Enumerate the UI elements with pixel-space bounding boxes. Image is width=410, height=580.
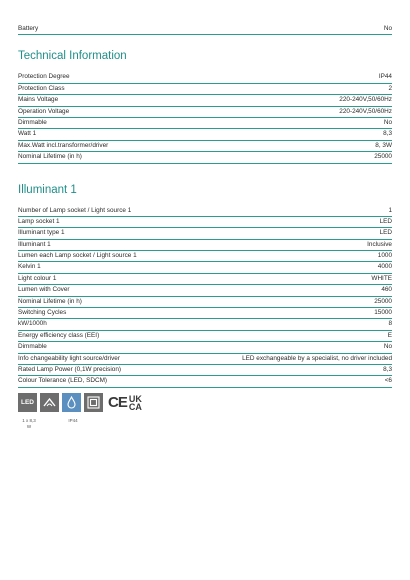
row-value: IP44 (378, 73, 392, 81)
spec-row (18, 118, 392, 129)
row-value: 8,3 (383, 130, 392, 138)
ip-caption: IP44 (68, 418, 78, 423)
row-key: Rated Lamp Power (0,1W precision) (18, 365, 122, 373)
row-value: 2 (388, 84, 392, 92)
row-key: kW/1000h (18, 320, 47, 328)
row-key: Protection Class (18, 84, 65, 92)
ukca-top: UK (128, 393, 142, 404)
row-key: Illuminant type 1 (18, 229, 65, 237)
spec-row (18, 308, 392, 319)
battery-row (18, 24, 392, 35)
spec-row (18, 319, 392, 330)
row-value: 25000 (374, 153, 392, 161)
row-key: Number of Lamp socket / Light source 1 (18, 206, 132, 214)
row-value: LED exchangeable by a specialist, no driver included (242, 354, 392, 362)
row-value: No (383, 118, 392, 126)
spec-row (18, 365, 392, 376)
row-value: 8, 3W (375, 141, 392, 149)
row-key: Energy efficiency class (EEI) (18, 331, 100, 339)
spec-row (18, 72, 392, 83)
illuminant-heading: Illuminant 1 (18, 183, 77, 196)
row-key: Light colour 1 (18, 274, 57, 282)
technical-information-table (18, 72, 392, 163)
row-value: 1000 (377, 252, 392, 260)
certification-icons (18, 393, 142, 412)
led-caption-line-2: W (26, 424, 32, 429)
spec-row (18, 84, 392, 95)
row-value: No (383, 343, 392, 351)
illuminant-table (18, 206, 392, 388)
row-value: 15000 (374, 309, 392, 317)
row-key: Dimmable (18, 118, 47, 126)
row-key: Info changeability light source/driver (18, 354, 120, 362)
ce-mark: CE (108, 394, 127, 411)
led-icon-label: LED (21, 399, 34, 406)
ukca-mark (129, 395, 142, 411)
spec-row (18, 228, 392, 239)
row-value: LED (379, 229, 392, 237)
led-caption-line-1: 1 x 8,3 (22, 418, 36, 423)
spec-row (18, 285, 392, 296)
row-key: Operation Voltage (18, 107, 70, 115)
row-value: No (383, 25, 392, 32)
ip44-water-drop-icon (62, 393, 81, 412)
row-key: Protection Degree (18, 73, 70, 81)
row-value: 8,3 (383, 365, 392, 373)
spec-row (18, 107, 392, 118)
spec-row (18, 262, 392, 273)
row-value: <6 (384, 377, 392, 385)
spec-row (18, 274, 392, 285)
row-key: Mains Voltage (18, 96, 59, 104)
row-value: 220-240V,50/60Hz (339, 107, 392, 115)
led-caption (18, 418, 40, 430)
spec-row (18, 152, 392, 163)
row-value: LED (379, 217, 392, 225)
row-key: Illuminant 1 (18, 240, 51, 248)
row-value: 460 (381, 286, 392, 294)
protection-class-2-icon (84, 393, 103, 412)
row-value: Inclusive (367, 240, 392, 248)
row-key: Colour Tolerance (LED, SDCM) (18, 377, 108, 385)
spec-row (18, 297, 392, 308)
beam-angle-icon (40, 393, 59, 412)
spec-row (18, 95, 392, 106)
spec-row (18, 129, 392, 140)
spec-row (18, 206, 392, 217)
row-value: 8 (388, 320, 392, 328)
spec-row (18, 141, 392, 152)
row-value: 4000 (377, 263, 392, 271)
spec-row (18, 217, 392, 228)
spec-sheet (18, 24, 392, 388)
row-value: E (387, 331, 392, 339)
ukca-bottom: CA (128, 401, 142, 412)
row-value: 220-240V,50/60Hz (339, 96, 392, 104)
row-key: Watt 1 (18, 130, 37, 138)
spec-row (18, 342, 392, 353)
row-key: Lumen with Cover (18, 286, 70, 294)
row-key: Kelvin 1 (18, 263, 41, 271)
spec-row (18, 331, 392, 342)
spec-row (18, 376, 392, 387)
row-key: Switching Cycles (18, 309, 67, 317)
led-icon (18, 393, 37, 412)
spec-row (18, 354, 392, 365)
technical-information-heading: Technical Information (18, 50, 127, 63)
spec-row (18, 251, 392, 262)
row-value: 25000 (374, 297, 392, 305)
row-key: Nominal Lifetime (in h) (18, 297, 82, 305)
row-key: Lamp socket 1 (18, 217, 60, 225)
row-key: Battery (18, 25, 39, 32)
row-key: Lumen each Lamp socket / Light source 1 (18, 252, 137, 260)
row-key: Nominal Lifetime (in h) (18, 153, 82, 161)
spec-row (18, 240, 392, 251)
row-key: Dimmable (18, 343, 47, 351)
row-value: 1 (388, 206, 392, 214)
row-key: Max.Watt incl.transformer/driver (18, 141, 109, 149)
row-value: WHITE (371, 274, 392, 282)
